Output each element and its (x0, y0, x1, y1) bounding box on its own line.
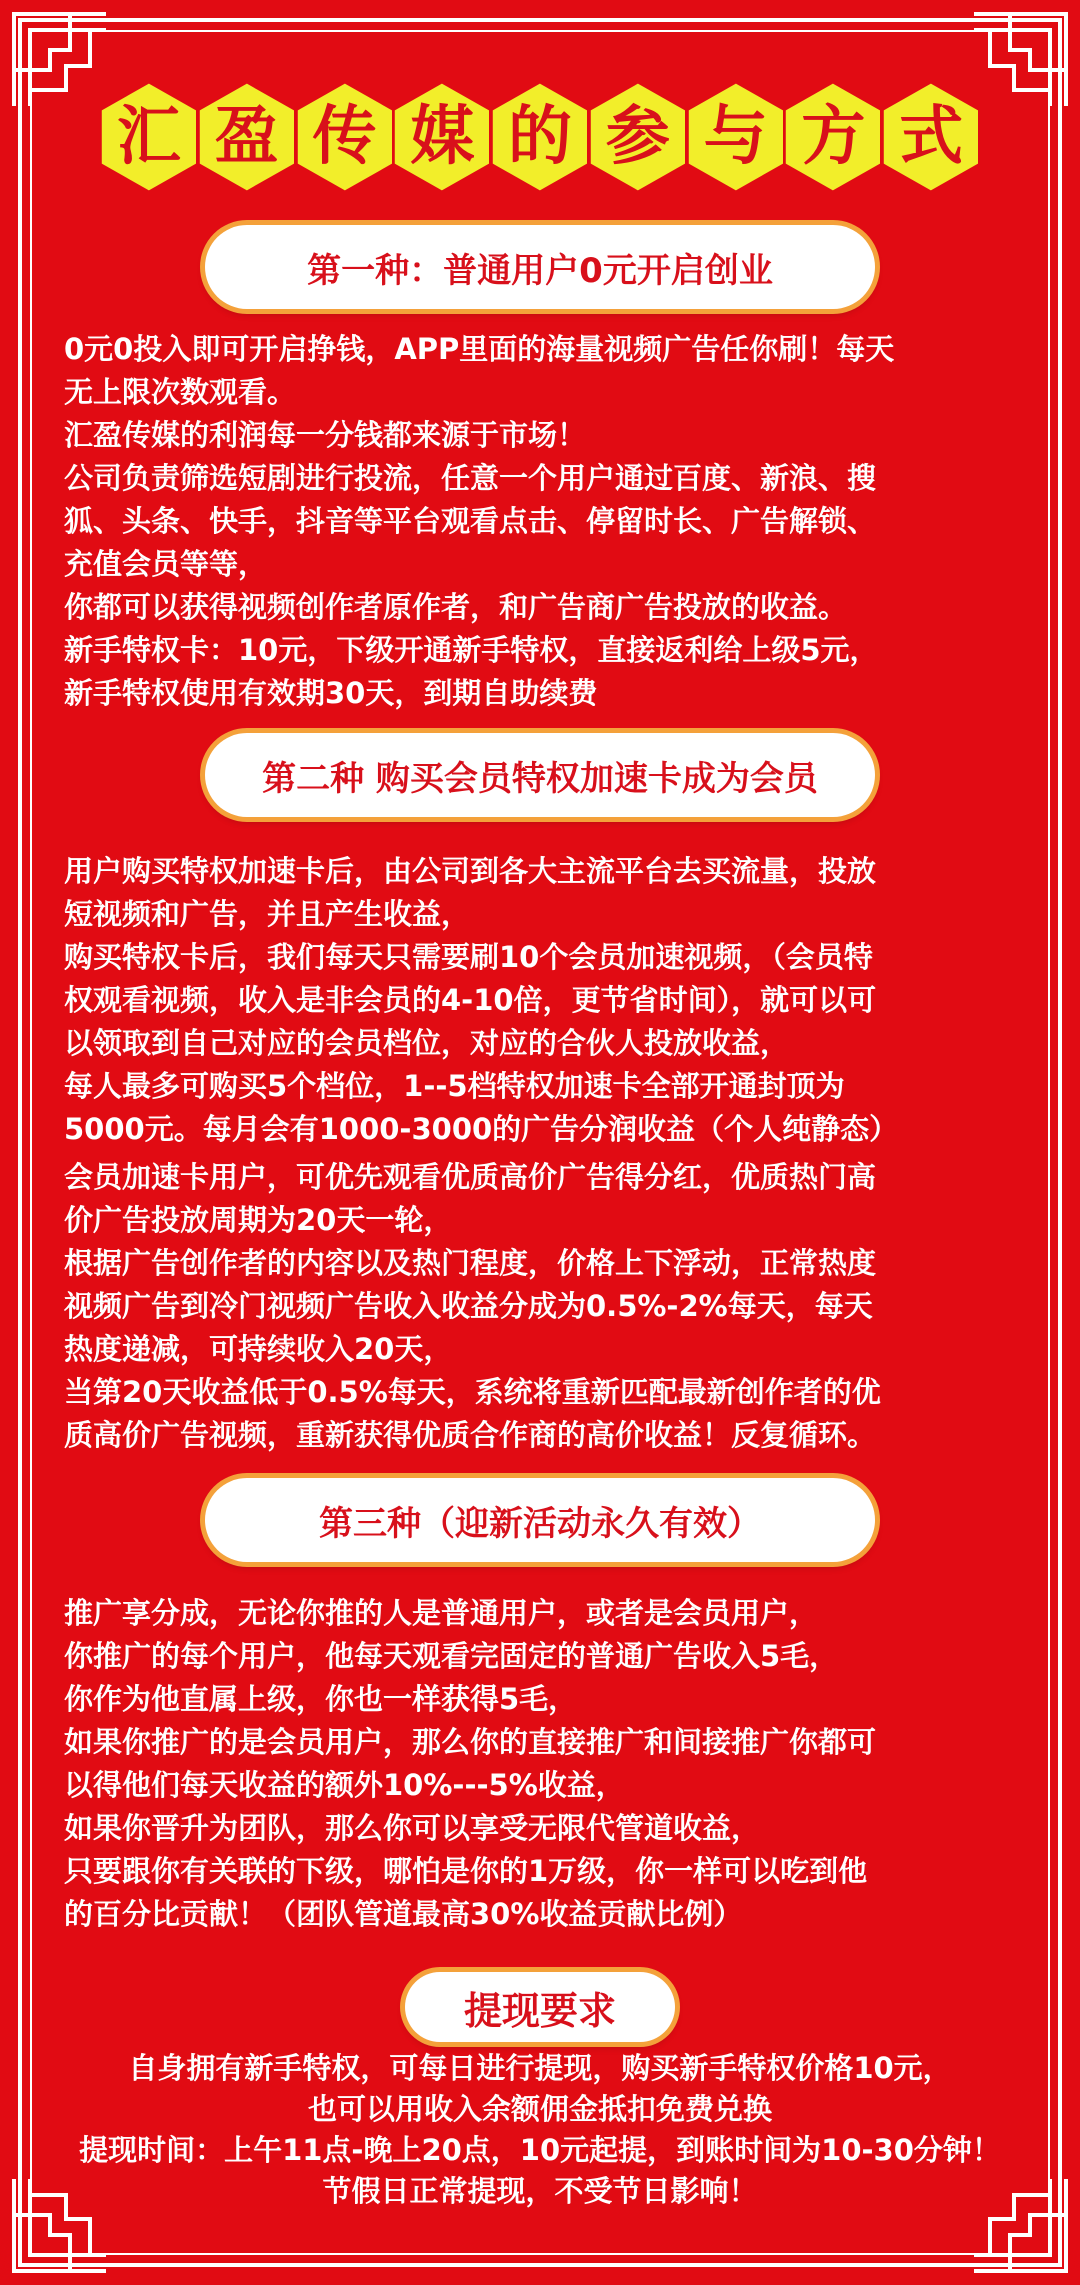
section1-heading: 第一种：普通用户0元开启创业 (205, 225, 875, 309)
text-line: 0元0投入即可开启挣钱，APP里面的海量视频广告任你刷！每天 (64, 332, 895, 366)
title-hex: 方 (784, 75, 882, 199)
corner-ornament-icon (10, 10, 110, 110)
text-line: 权观看视频，收入是非会员的4-10倍，更节省时间），就可以可 (64, 983, 877, 1017)
title-hex: 媒 (393, 75, 491, 199)
text-line: 只要跟你有关联的下级，哪怕是你的1万级，你一样可以吃到他 (64, 1854, 868, 1888)
text-line: 充值会员等等， (64, 547, 268, 581)
text-line: 你作为他直属上级，你也一样获得5毛， (64, 1682, 578, 1716)
text-line: 会员加速卡用户，可优先观看优质高价广告得分红，优质热门高 (64, 1160, 877, 1194)
text-line: 根据广告创作者的内容以及热门程度，价格上下浮动，正常热度 (64, 1246, 877, 1280)
section2-heading: 第二种 购买会员特权加速卡成为会员 (205, 733, 875, 817)
text-line: 无上限次数观看。 (64, 375, 297, 409)
text-line: 新手特权卡：10元，下级开通新手特权，直接返利给上级5元， (64, 633, 879, 667)
text-line: 推广享分成，无论你推的人是普通用户，或者是会员用户， (64, 1596, 819, 1630)
text-line: 每人最多可购买5个档位，1--5档特权加速卡全部开通封顶为 (64, 1069, 845, 1103)
title-hex: 汇 (100, 75, 198, 199)
page-title (100, 72, 980, 202)
text-line: 你推广的每个用户，他每天观看完固定的普通广告收入5毛， (64, 1639, 839, 1673)
text-line: 公司负责筛选短剧进行投流，任意一个用户通过百度、新浪、搜 (64, 461, 877, 495)
section3-body (64, 1592, 1024, 1936)
text-line: 5000元。每月会有1000-3000的广告分润收益（个人纯静态） (64, 1112, 899, 1146)
text-line: 以得他们每天收益的额外10%---5%收益， (64, 1768, 625, 1802)
title-hex: 传 (296, 75, 394, 199)
title-hex: 的 (491, 75, 589, 199)
section4-body (40, 2048, 1040, 2212)
text-line: 新手特权使用有效期30天，到期自助续费 (64, 676, 598, 710)
text-line: 用户购买特权加速卡后，由公司到各大主流平台去买流量，投放 (64, 854, 877, 888)
text-line: 汇盈传媒的利润每一分钱都来源于市场！ (64, 418, 587, 452)
text-line: 当第20天收益低于0.5%每天，系统将重新匹配最新创作者的优 (64, 1375, 881, 1409)
section2-body-b (64, 1156, 1024, 1457)
text-line: 短视频和广告，并且产生收益， (64, 897, 471, 931)
text-line: 节假日正常提现，不受节日影响！ (322, 2174, 758, 2208)
corner-ornament-icon (970, 10, 1070, 110)
text-line: 价广告投放周期为20天一轮， (64, 1203, 453, 1237)
text-line: 自身拥有新手特权，可每日进行提现，购买新手特权价格10元， (128, 2051, 952, 2085)
title-hex: 盈 (198, 75, 296, 199)
text-line: 热度递减，可持续收入20天， (64, 1332, 453, 1366)
text-line: 狐、头条、快手，抖音等平台观看点击、停留时长、广告解锁、 (64, 504, 877, 538)
title-hex: 参 (589, 75, 687, 199)
text-line: 质高价广告视频，重新获得优质合作商的高价收益！反复循环。 (64, 1418, 877, 1452)
text-line: 以领取到自己对应的会员档位，对应的合伙人投放收益， (64, 1026, 790, 1060)
section4-heading: 提现要求 (405, 1972, 675, 2042)
text-line: 你都可以获得视频创作者原作者，和广告商广告投放的收益。 (64, 590, 848, 624)
text-line: 如果你晋升为团队，那么你可以享受无限代管道收益， (64, 1811, 761, 1845)
section3-heading: 第三种（迎新活动永久有效） (205, 1478, 875, 1562)
text-line: 提现时间：上午11点-晚上20点，10元起提，到账时间为10-30分钟！ (79, 2133, 1001, 2167)
section1-body (64, 328, 1024, 715)
text-line: 视频广告到冷门视频广告收入收益分成为0.5%-2%每天，每天 (64, 1289, 873, 1323)
text-line: 如果你推广的是会员用户，那么你的直接推广和间接推广你都可 (64, 1725, 877, 1759)
section2-body-a (64, 850, 1024, 1151)
text-line: 的百分比贡献！（团队管道最高30%收益贡献比例） (64, 1897, 743, 1931)
text-line: 购买特权卡后，我们每天只需要刷10个会员加速视频，（会员特 (64, 940, 873, 974)
text-line: 也可以用收入余额佣金抵扣免费兑换 (307, 2092, 772, 2126)
title-hex: 式 (882, 75, 980, 199)
title-hex: 与 (687, 75, 785, 199)
